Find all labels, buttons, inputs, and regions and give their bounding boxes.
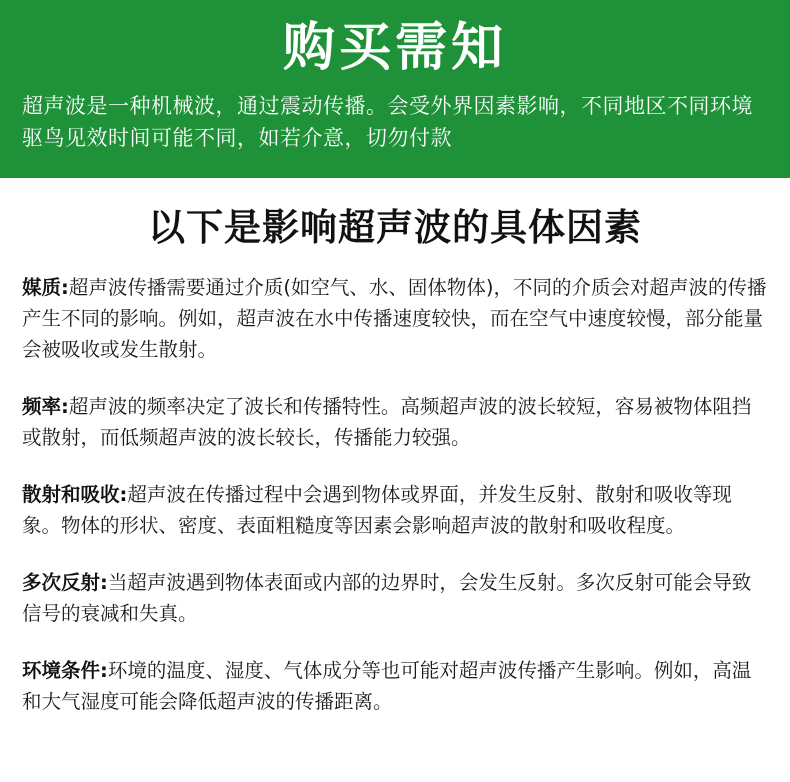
factor-text: 超声波传播需要通过介质(如空气、水、固体物体)，不同的介质会对超声波的传播产生不同的影响。例如，超声波在水中传播速度较快，而在空气中速度较慢，部分能量会被吸收或发生散射。 [22,276,767,361]
factor-text: 当超声波遇到物体表面或内部的边界时，会发生反射。多次反射可能会导致信号的衰减和失真。 [22,571,752,625]
factor-term: 散射和吸收: [22,483,128,506]
factor-term: 多次反射: [22,571,108,594]
factor-multiple-reflection [22,567,768,629]
section-heading: 以下是影响超声波的具体因素 [148,206,642,249]
factor-term: 环境条件: [22,659,108,682]
factor-frequency [22,391,768,453]
banner-title: 购买需知 [282,18,507,78]
factor-text: 超声波在传播过程中会遇到物体或界面，并发生反射、散射和吸收等现象。物体的形状、密度、表面粗糙度等因素会影响超声波的散射和吸收程度。 [22,483,732,537]
factor-list [0,256,790,717]
purchase-notice-text: 超声波是一种机械波，通过震动传播。会受外界因素影响，不同地区不同环境驱鸟见效时间可能不同，如若介意，切勿付款 [22,94,753,150]
factor-medium [22,272,768,365]
factor-term: 媒质: [22,276,69,299]
factor-text: 超声波的频率决定了波长和传播特性。高频超声波的波长较短，容易被物体阻挡或散射，而低频超声波的波长较长，传播能力较强。 [22,395,752,449]
notice-banner [0,0,790,178]
factor-text: 环境的温度、湿度、气体成分等也可能对超声波传播产生影响。例如，高温和大气湿度可能会降低超声波的传播距离。 [22,659,752,713]
factor-scattering-absorption [22,479,768,541]
factor-environment [22,655,768,717]
factor-term: 频率: [22,395,69,418]
